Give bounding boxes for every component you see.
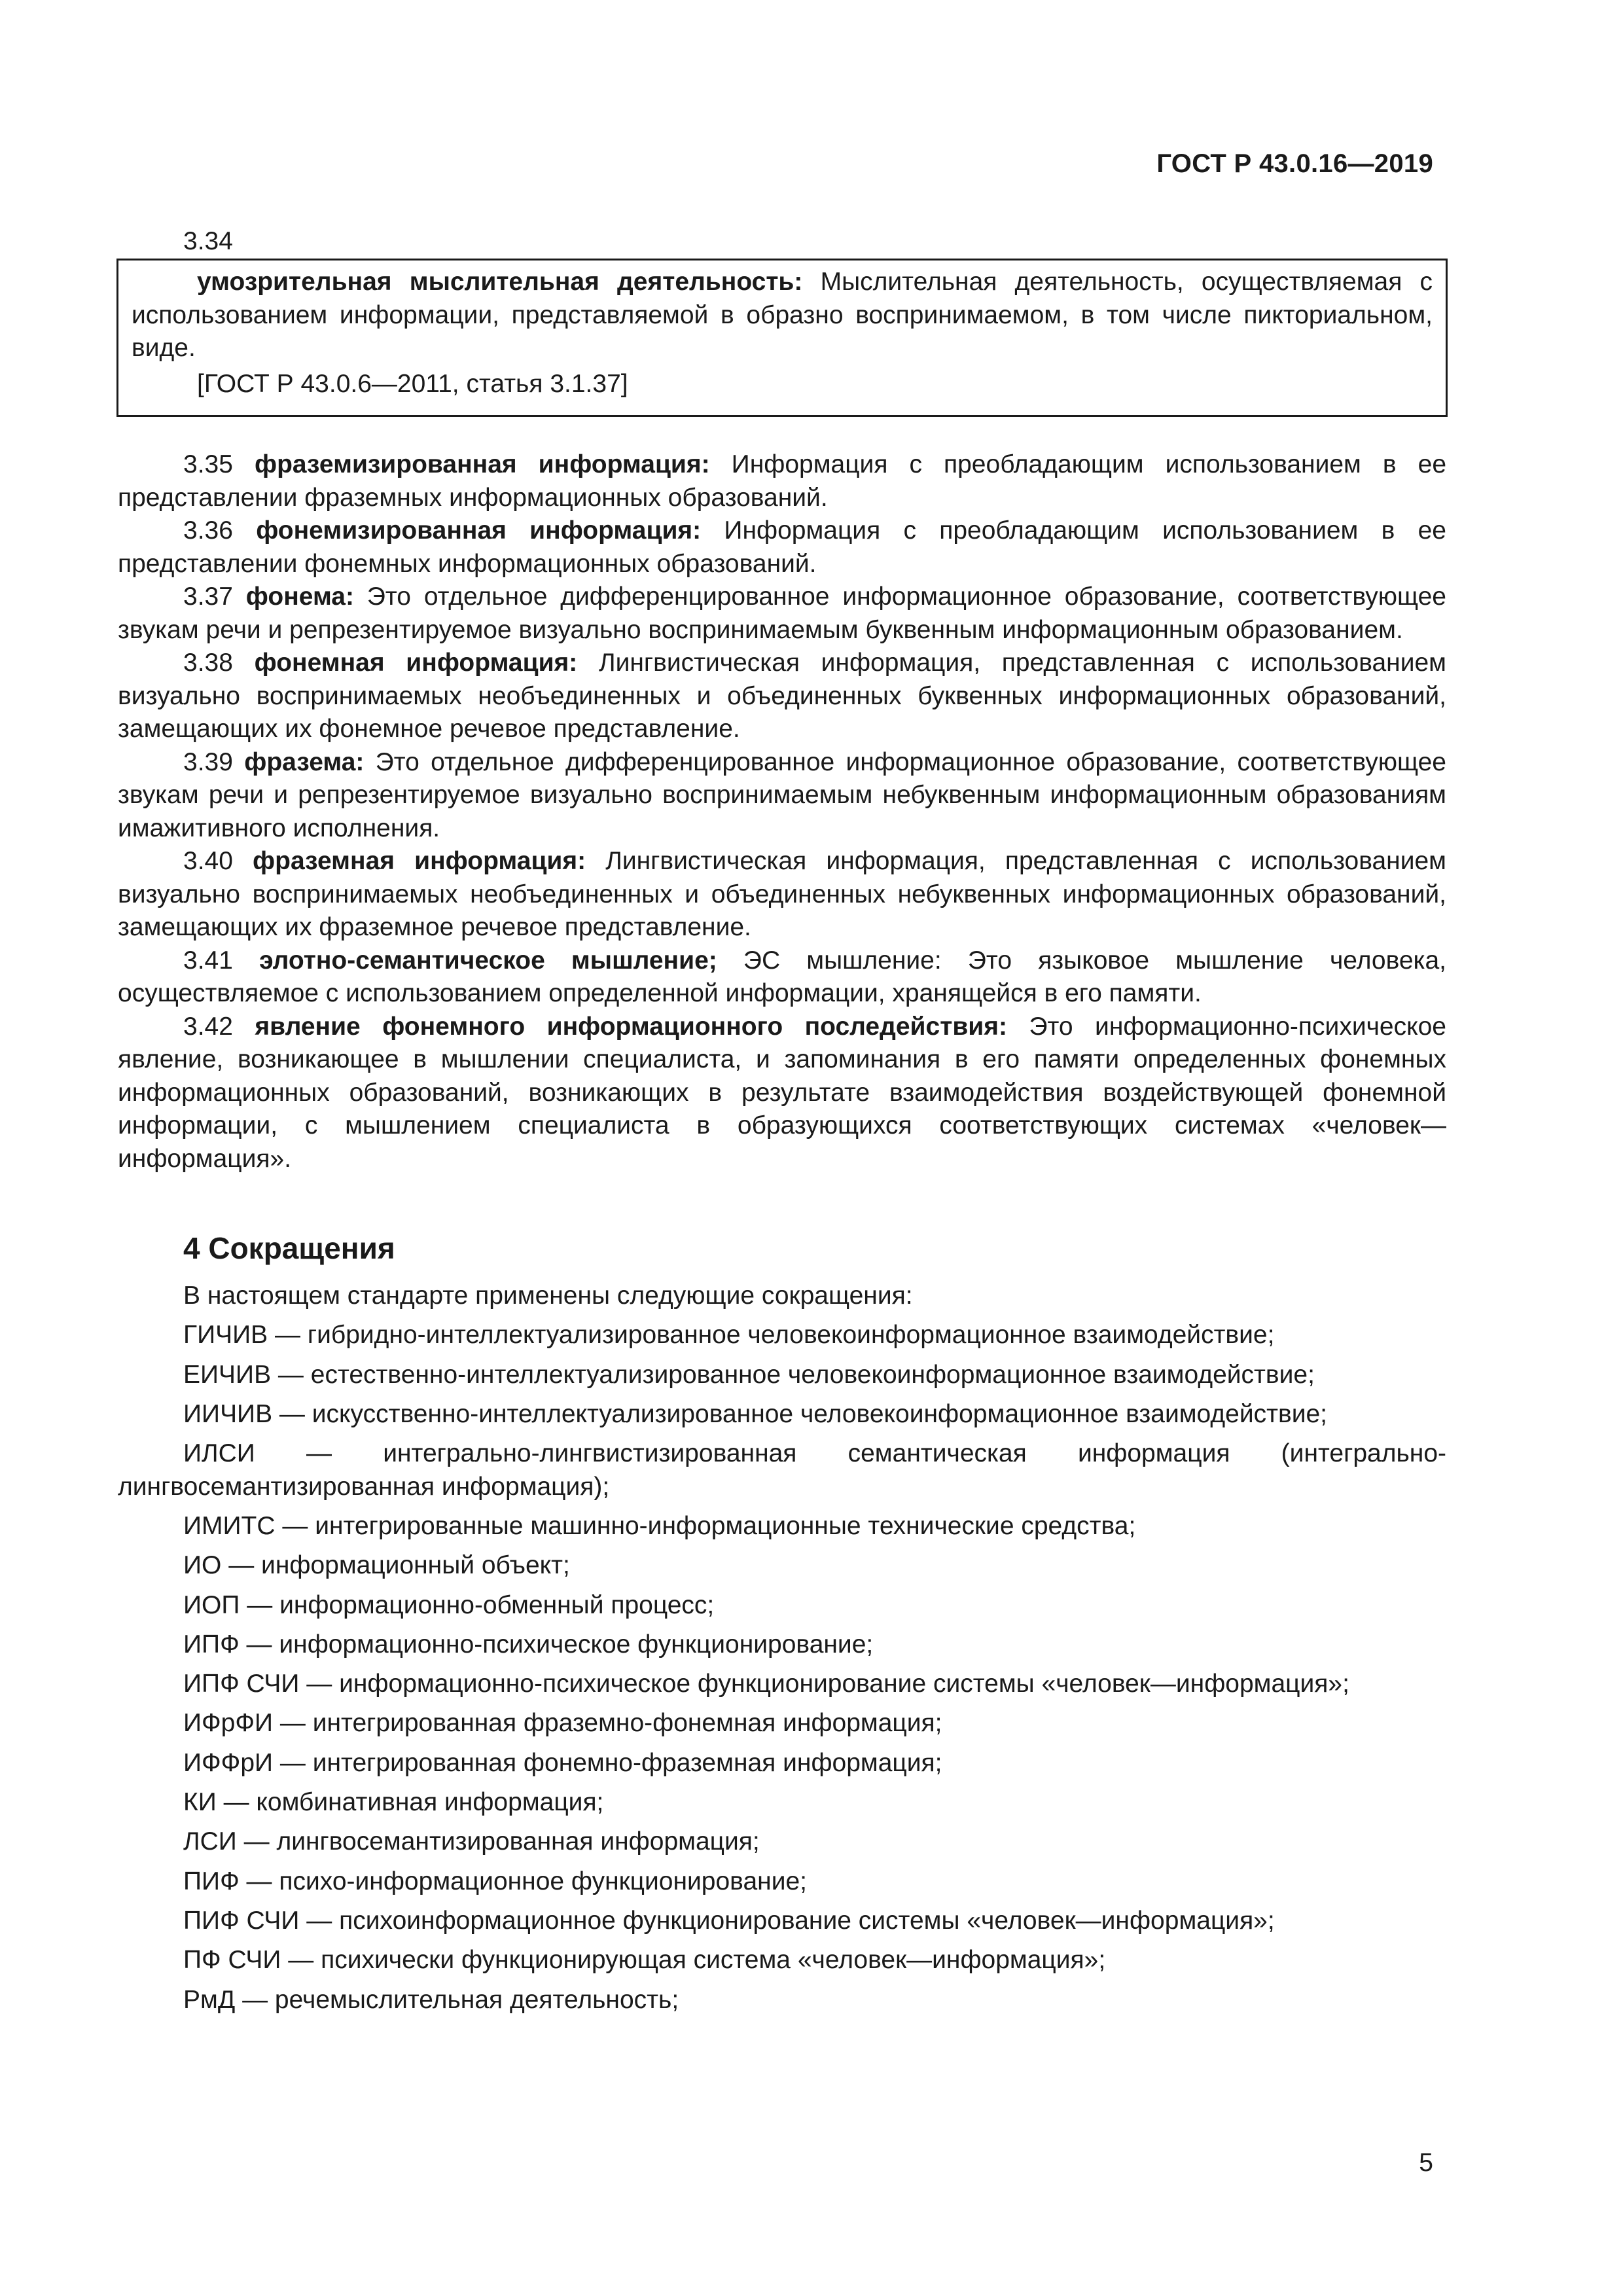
term-name: элотно-семантическое мышление; bbox=[259, 946, 717, 975]
term-name: фраземная информация: bbox=[253, 847, 586, 875]
term-number: 3.36 bbox=[183, 516, 257, 545]
term-name: фразема: bbox=[244, 747, 365, 776]
term-name: фонема: bbox=[245, 583, 354, 611]
term-name: фраземизированная информация: bbox=[254, 450, 710, 478]
term-number: 3.35 bbox=[183, 450, 255, 478]
abbreviation-item: ИЛСИ — интегрально-лингвистизированная семантическая информация (интегрально-лингвосемантизированная информация); bbox=[118, 1439, 1446, 1501]
abbreviation-item: ГИЧИВ — гибридно-интеллектуализированное человекоинформационное взаимодействие; bbox=[183, 1321, 1275, 1350]
abbreviation-item: ПИФ — психо-информационное функционирование; bbox=[183, 1867, 808, 1895]
term-definition: Это отдельное дифференцированное информационное образование, соответствующее звукам речи и репрезентируемое визуально воспринимаемым буквенным информационным образованием. bbox=[118, 583, 1446, 644]
term-number: 3.39 bbox=[183, 747, 245, 776]
term-entry bbox=[118, 448, 1446, 514]
section-title: 4 Сокращения bbox=[183, 1231, 395, 1265]
abbreviation-item: ИПФ — информационно-психическое функционирование; bbox=[183, 1630, 874, 1659]
cited-term-definition bbox=[132, 260, 1433, 365]
terms-definitions-block bbox=[118, 448, 1446, 1175]
abbreviations-intro: В настоящем стандарте применены следующие сокращения: bbox=[183, 1282, 913, 1310]
term-definition: Лингвистическая информация, представленная с использованием визуально воспринимаемых необъединенных и объединенных буквенных информационных образований, замещающих их фонемное речевое представление. bbox=[118, 649, 1446, 743]
abbreviation-item: ПФ СЧИ — психически функционирующая система «человек—информация»; bbox=[183, 1946, 1106, 1975]
cited-term-name: умозрительная мыслительная деятельность: bbox=[197, 268, 803, 296]
abbreviations-block bbox=[118, 1280, 1446, 2023]
cited-term-text: Мыслительная деятельность, осуществляемая с использованием информации, представляемой в образно воспринимаемом, в том числе пикториальном, виде. bbox=[132, 268, 1433, 362]
term-definition: ЭС мышление: Это языковое мышление человека, осуществляемое с использованием определенной информации, хранящейся в его памяти. bbox=[118, 946, 1446, 1007]
term-definition: Это информационно-психическое явление, возникающее в мышлении специалиста, и запоминания в его памяти определенных фонемных информационных образований, возникающих в результате взаимодействия воздействующей фонемной информации, с мышлением специалиста в образующихся соответствующих системах «человек—информация». bbox=[118, 1012, 1446, 1173]
term-name: явление фонемного информационного последействия: bbox=[255, 1012, 1008, 1041]
abbreviation-item: ЛСИ — лингвосемантизированная информация; bbox=[183, 1827, 760, 1856]
document-header-id: ГОСТ Р 43.0.16—2019 bbox=[1156, 149, 1433, 178]
term-entry bbox=[118, 746, 1446, 846]
term-definition: Это отдельное дифференцированное информационное образование, соответствующее звукам речи и репрезентируемое визуально воспринимаемым небуквенным информационным образованиям имажитивного исполнения. bbox=[118, 747, 1446, 842]
term-definition: Информация с преобладающим использованием в ее представлении фонемных информационных образований. bbox=[118, 516, 1446, 578]
abbreviation-item: ИФрФИ — интегрированная фраземно-фонемная информация; bbox=[183, 1709, 942, 1738]
term-entry bbox=[118, 845, 1446, 944]
term-definition: Лингвистическая информация, представленная с использованием визуально воспринимаемых необъединенных и объединенных небуквенных информационных образований, замещающих их фраземное речевое представление. bbox=[118, 847, 1446, 941]
term-name: фонемизированная информация: bbox=[256, 516, 702, 545]
cited-term-box bbox=[116, 259, 1448, 417]
abbreviation-item: ИФФрИ — интегрированная фонемно-фраземная информация; bbox=[183, 1748, 942, 1777]
cited-term-source: [ГОСТ Р 43.0.6—2011, статья 3.1.37] bbox=[197, 369, 628, 398]
term-definition: Информация с преобладающим использованием в ее представлении фраземных информационных образований. bbox=[118, 450, 1447, 512]
term-number: 3.38 bbox=[183, 649, 255, 677]
term-entry bbox=[118, 647, 1446, 746]
term-entry bbox=[118, 514, 1446, 581]
term-entry bbox=[118, 1011, 1446, 1176]
abbreviation-item: ИОП — информационно-обменный процесс; bbox=[183, 1590, 715, 1619]
abbreviation-item: РмД — речемыслительная деятельность; bbox=[183, 1985, 679, 2014]
abbreviation-item: КИ — комбинативная информация; bbox=[183, 1788, 604, 1817]
term-number: 3.42 bbox=[183, 1012, 255, 1041]
abbreviation-item: ИО — информационный объект; bbox=[183, 1551, 570, 1580]
abbreviation-item: ИПФ СЧИ — информационно-психическое функционирование системы «человек—информация»; bbox=[183, 1670, 1349, 1698]
term-number: 3.40 bbox=[183, 847, 253, 875]
term-number: 3.41 bbox=[183, 946, 260, 975]
term-number-3-34: 3.34 bbox=[183, 227, 233, 255]
term-number: 3.37 bbox=[183, 583, 246, 611]
term-name: фонемная информация: bbox=[254, 649, 578, 677]
abbreviation-item: ИМИТС — интегрированные машинно-информационные технические средства; bbox=[183, 1511, 1136, 1540]
term-entry bbox=[118, 581, 1446, 647]
page-number: 5 bbox=[1419, 2149, 1433, 2177]
abbreviation-item: ИИЧИВ — искусственно-интеллектуализированное человекоинформационное взаимодействие; bbox=[183, 1399, 1328, 1428]
term-entry bbox=[118, 944, 1446, 1011]
abbreviation-item: ЕИЧИВ — естественно-интеллектуализированное человекоинформационное взаимодействие; bbox=[183, 1360, 1315, 1389]
abbreviation-item: ПИФ СЧИ — психоинформационное функционирование системы «человек—информация»; bbox=[183, 1906, 1275, 1935]
